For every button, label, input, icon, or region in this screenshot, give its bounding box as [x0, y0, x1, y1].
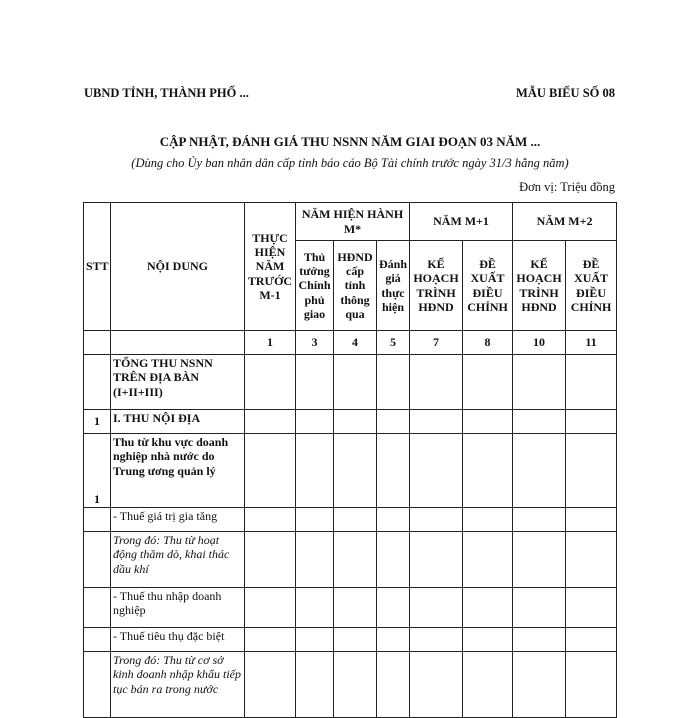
row-stt: 1: [84, 410, 111, 434]
value-cell: [245, 508, 296, 532]
header-ke-hoach-m2: KẾ HOẠCH TRÌNH HĐND: [513, 241, 566, 331]
value-cell: [334, 652, 377, 718]
value-cell: [513, 532, 566, 588]
row-content: Trong đó: Thu từ hoạt động thăm dò, khai thác dầu khí: [111, 532, 245, 588]
table-row: [84, 410, 617, 434]
table-row: [84, 434, 617, 508]
value-cell: [410, 410, 463, 434]
value-cell: [296, 355, 334, 410]
value-cell: [513, 508, 566, 532]
value-cell: [245, 588, 296, 628]
form-number: MẪU BIỂU SỐ 08: [516, 86, 615, 100]
header-nam-m2: NĂM M+2: [513, 203, 617, 241]
value-cell: [334, 588, 377, 628]
value-cell: [377, 434, 410, 508]
header-thuc-hien: THỰC HIỆN NĂM TRƯỚC M-1: [245, 203, 296, 331]
value-cell: [410, 355, 463, 410]
row-stt: [84, 652, 111, 718]
table-row: [84, 628, 617, 652]
table-row: [84, 588, 617, 628]
row-stt: 1: [84, 434, 111, 508]
value-cell: [566, 628, 617, 652]
value-cell: [410, 434, 463, 508]
header-de-xuat-m2: ĐỀ XUẤT ĐIỀU CHỈNH: [566, 241, 617, 331]
column-number: 11: [566, 331, 617, 355]
value-cell: [245, 628, 296, 652]
value-cell: [334, 410, 377, 434]
value-cell: [377, 652, 410, 718]
document-title: CẬP NHẬT, ĐÁNH GIÁ THU NSNN NĂM GIAI ĐOẠN 03 NĂM ...: [159, 134, 541, 149]
value-cell: [296, 532, 334, 588]
value-cell: [566, 652, 617, 718]
header-nam-m1: NĂM M+1: [410, 203, 513, 241]
row-content: - Thuế thu nhập doanh nghiệp: [111, 588, 245, 628]
row-content: TỔNG THU NSNN TRÊN ĐỊA BÀN (I+II+III): [111, 355, 245, 410]
value-cell: [296, 508, 334, 532]
unit-label: Đơn vị: Triệu đồng: [519, 180, 615, 194]
column-number: 8: [463, 331, 513, 355]
header-noi-dung: NỘI DUNG: [111, 203, 245, 331]
value-cell: [245, 532, 296, 588]
value-cell: [245, 355, 296, 410]
row-content: - Thuế giá trị gia tăng: [111, 508, 245, 532]
value-cell: [463, 652, 513, 718]
table-row: [84, 652, 617, 718]
table-row: [84, 355, 617, 410]
value-cell: [463, 532, 513, 588]
value-cell: [410, 508, 463, 532]
table-body: [84, 331, 617, 718]
value-cell: [463, 434, 513, 508]
value-cell: [410, 532, 463, 588]
value-cell: [513, 628, 566, 652]
value-cell: [513, 410, 566, 434]
row-stt: [84, 588, 111, 628]
value-cell: [296, 652, 334, 718]
value-cell: [463, 628, 513, 652]
value-cell: [296, 410, 334, 434]
table-row: [84, 532, 617, 588]
row-content: Trong đó: Thu từ cơ sở kinh doanh nhập khẩu tiếp tục bán ra trong nước: [111, 652, 245, 718]
value-cell: [296, 434, 334, 508]
column-number: 10: [513, 331, 566, 355]
row-stt: [84, 532, 111, 588]
value-cell: [513, 434, 566, 508]
document-subtitle: (Dùng cho Ủy ban nhân dân cấp tỉnh báo cáo Bộ Tài chính trước ngày 31/3 hằng năm): [131, 156, 569, 170]
value-cell: [334, 434, 377, 508]
value-cell: [377, 588, 410, 628]
value-cell: [377, 410, 410, 434]
header-danh-gia: Đánh giá thực hiện: [377, 241, 410, 331]
header-nam-hien-hanh: NĂM HIỆN HÀNH M*: [296, 203, 410, 241]
header-hdnd: HĐND cấp tỉnh thông qua: [334, 241, 377, 331]
value-cell: [334, 508, 377, 532]
value-cell: [463, 508, 513, 532]
value-cell: [513, 652, 566, 718]
table-row: [84, 508, 617, 532]
value-cell: [410, 652, 463, 718]
value-cell: [377, 532, 410, 588]
value-cell: [566, 410, 617, 434]
column-number: 1: [245, 331, 296, 355]
column-number: 4: [334, 331, 377, 355]
row-stt: [84, 508, 111, 532]
value-cell: [334, 532, 377, 588]
agency-header: UBND TỈNH, THÀNH PHỐ ...: [84, 86, 249, 100]
value-cell: [513, 588, 566, 628]
value-cell: [377, 508, 410, 532]
revenue-table: [83, 202, 617, 718]
value-cell: [566, 355, 617, 410]
row-content: Thu từ khu vực doanh nghiệp nhà nước do Trung ương quản lý: [111, 434, 245, 508]
header-de-xuat-m1: ĐỀ XUẤT ĐIỀU CHỈNH: [463, 241, 513, 331]
value-cell: [566, 434, 617, 508]
column-number: [111, 331, 245, 355]
row-stt: [84, 628, 111, 652]
value-cell: [410, 628, 463, 652]
value-cell: [296, 628, 334, 652]
column-number: [84, 331, 111, 355]
row-content: I. THU NỘI ĐỊA: [111, 410, 245, 434]
column-number: 5: [377, 331, 410, 355]
value-cell: [245, 434, 296, 508]
value-cell: [377, 355, 410, 410]
value-cell: [410, 588, 463, 628]
value-cell: [513, 355, 566, 410]
row-stt: [84, 355, 111, 410]
value-cell: [463, 410, 513, 434]
value-cell: [245, 652, 296, 718]
value-cell: [463, 355, 513, 410]
column-number: 7: [410, 331, 463, 355]
value-cell: [245, 410, 296, 434]
value-cell: [566, 532, 617, 588]
header-ke-hoach-m1: KẾ HOẠCH TRÌNH HĐND: [410, 241, 463, 331]
column-number: 3: [296, 331, 334, 355]
value-cell: [463, 588, 513, 628]
row-content: - Thuế tiêu thụ đặc biệt: [111, 628, 245, 652]
value-cell: [377, 628, 410, 652]
value-cell: [334, 628, 377, 652]
column-number-row: [84, 331, 617, 355]
value-cell: [334, 355, 377, 410]
value-cell: [566, 588, 617, 628]
header-stt: STT: [84, 203, 111, 331]
header-thu-tuong: Thủ tướng Chính phủ giao: [296, 241, 334, 331]
value-cell: [296, 588, 334, 628]
value-cell: [566, 508, 617, 532]
